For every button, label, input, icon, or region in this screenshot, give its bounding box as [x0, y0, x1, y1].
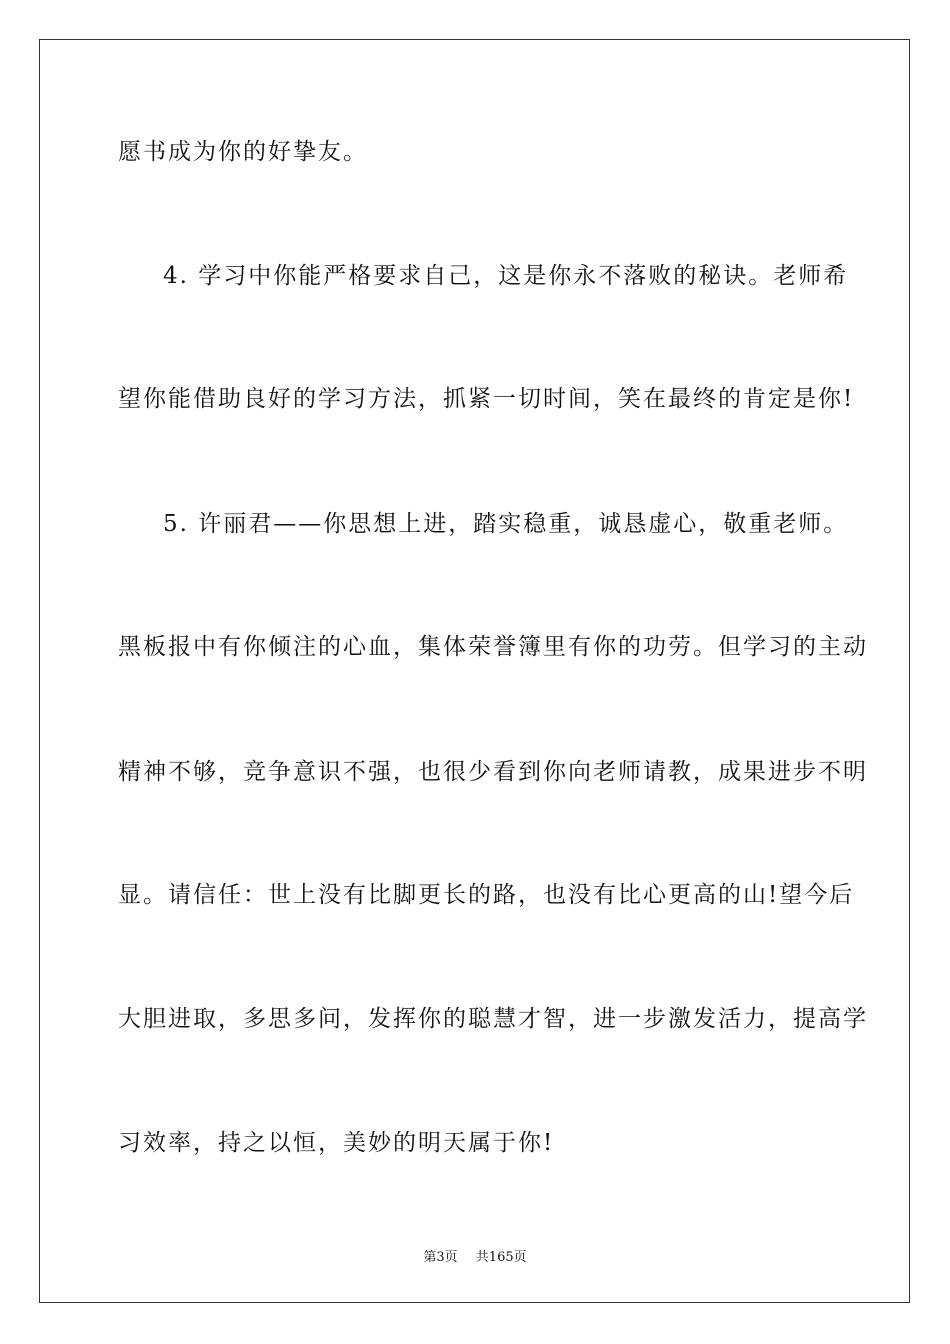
paragraph-5-line-3: 精神不够，竞争意识不强，也很少看到你向老师请教，成果进步不明 [118, 759, 868, 785]
paragraph-4-line-1: 4. 学习中你能严格要求自己，这是你永不落败的秘诀。老师希 [163, 263, 849, 289]
page-footer [0, 1246, 950, 1265]
page-number: 第3页 [423, 1250, 458, 1265]
total-pages: 共165页 [475, 1250, 527, 1265]
paragraph-5-line-4: 显。请信任：世上没有比脚更长的路，也没有比心更高的山!望今后 [118, 882, 855, 908]
text-line: 愿书成为你的好挚友。 [118, 139, 368, 165]
paragraph-5-line-1: 5. 许丽君——你思想上进，踏实稳重，诚恳虚心，敬重老师。 [163, 511, 849, 537]
paragraph-5-line-2: 黑板报中有你倾注的心血，集体荣誉簿里有你的功劳。但学习的主动 [118, 634, 868, 660]
paragraph-4-line-2: 望你能借助良好的学习方法，抓紧一切时间，笑在最终的肯定是你! [118, 386, 855, 412]
page-border [39, 39, 910, 1303]
paragraph-5-line-5: 大胆进取，多思多问，发挥你的聪慧才智，进一步激发活力，提高学 [118, 1006, 868, 1032]
paragraph-5-line-6: 习效率，持之以恒，美妙的明天属于你! [118, 1130, 555, 1156]
